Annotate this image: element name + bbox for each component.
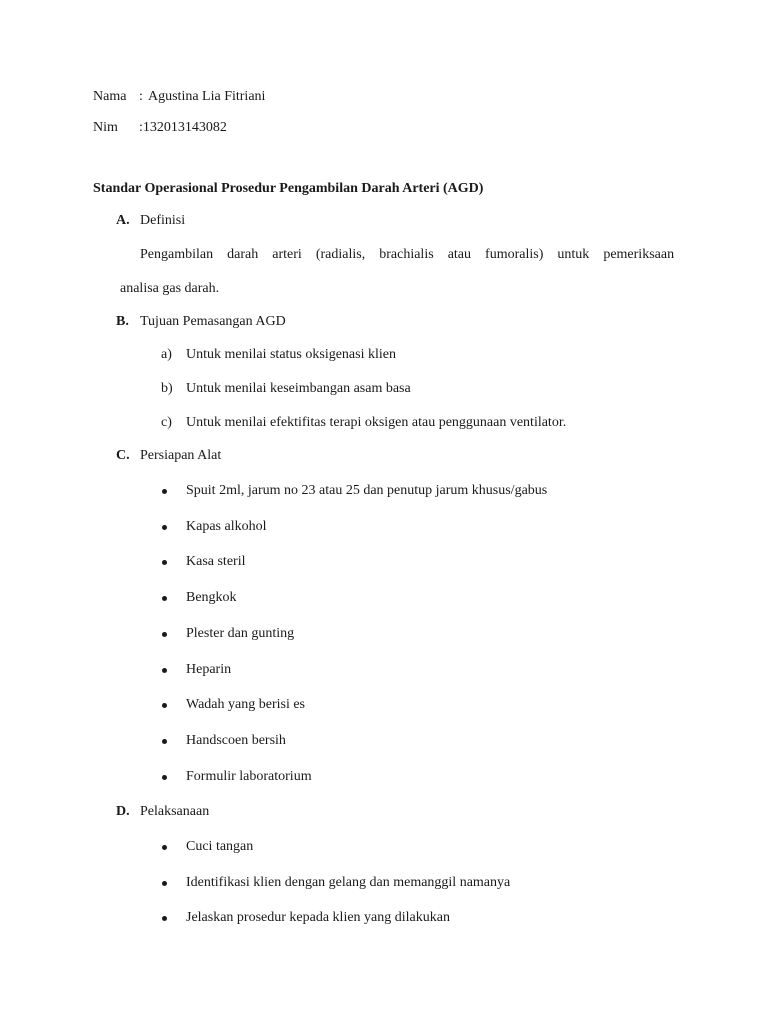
bullet-icon (162, 632, 167, 637)
name-label: Nama (93, 89, 127, 104)
name-value: Agustina Lia Fitriani (148, 89, 266, 104)
bullet-icon (162, 881, 167, 886)
section-b-heading: Tujuan Pemasangan AGD (140, 314, 286, 329)
purpose-item-text: Untuk menilai status oksigenasi klien (186, 347, 396, 362)
name-separator: : (139, 89, 143, 104)
bullet-icon (162, 916, 167, 921)
procedure-item: Jelaskan prosedur kepada klien yang dilakukan (186, 910, 450, 925)
bullet-icon (162, 775, 167, 780)
purpose-item-text: Untuk menilai keseimbangan asam basa (186, 381, 411, 396)
purpose-item-marker: c) (161, 415, 172, 430)
definition-paragraph-line1 (140, 246, 674, 264)
definition-word: untuk (557, 247, 590, 262)
definition-word: pemeriksaan (603, 247, 675, 262)
equipment-item: Spuit 2ml, jarum no 23 atau 25 dan penutup jarum khusus/gabus (186, 483, 548, 498)
nim-label: Nim (93, 120, 118, 135)
section-c-marker: C. (116, 448, 130, 463)
equipment-item: Kasa steril (186, 554, 246, 569)
bullet-icon (162, 489, 167, 494)
procedure-item: Identifikasi klien dengan gelang dan memanggil namanya (186, 875, 511, 890)
section-b-marker: B. (116, 314, 129, 329)
section-d-marker: D. (116, 804, 130, 819)
section-d-heading: Pelaksanaan (140, 804, 210, 819)
definition-word: atau (447, 247, 472, 262)
bullet-icon (162, 739, 167, 744)
bullet-icon (162, 596, 167, 601)
purpose-item-marker: a) (161, 347, 172, 362)
bullet-icon (162, 845, 167, 850)
section-c-heading: Persiapan Alat (140, 448, 222, 463)
purpose-item-marker: b) (161, 381, 173, 396)
document-title: Standar Operasional Prosedur Pengambilan Darah Arteri (AGD) (93, 181, 484, 196)
equipment-item: Wadah yang berisi es (186, 697, 305, 712)
procedure-item: Cuci tangan (186, 839, 254, 854)
definition-paragraph-line2: analisa gas darah. (120, 281, 220, 296)
definition-word: fumoralis) (485, 247, 544, 262)
definition-word: Pengambilan (140, 247, 214, 262)
bullet-icon (162, 525, 167, 530)
equipment-item: Plester dan gunting (186, 626, 295, 641)
bullet-icon (162, 668, 167, 673)
bullet-icon (162, 703, 167, 708)
purpose-item-text: Untuk menilai efektifitas terapi oksigen atau penggunaan ventilator. (186, 415, 567, 430)
definition-word: darah (227, 247, 259, 262)
equipment-item: Handscoen bersih (186, 733, 286, 748)
definition-word: arteri (272, 247, 302, 262)
definition-word: brachialis (379, 247, 434, 262)
equipment-item: Kapas alkohol (186, 519, 267, 534)
section-a-marker: A. (116, 213, 130, 228)
definition-word: (radialis, (315, 247, 366, 262)
equipment-item: Formulir laboratorium (186, 769, 312, 784)
nim-value: :132013143082 (139, 120, 227, 135)
equipment-item: Bengkok (186, 590, 237, 605)
equipment-item: Heparin (186, 662, 232, 677)
section-a-heading: Definisi (140, 213, 186, 228)
bullet-icon (162, 560, 167, 565)
